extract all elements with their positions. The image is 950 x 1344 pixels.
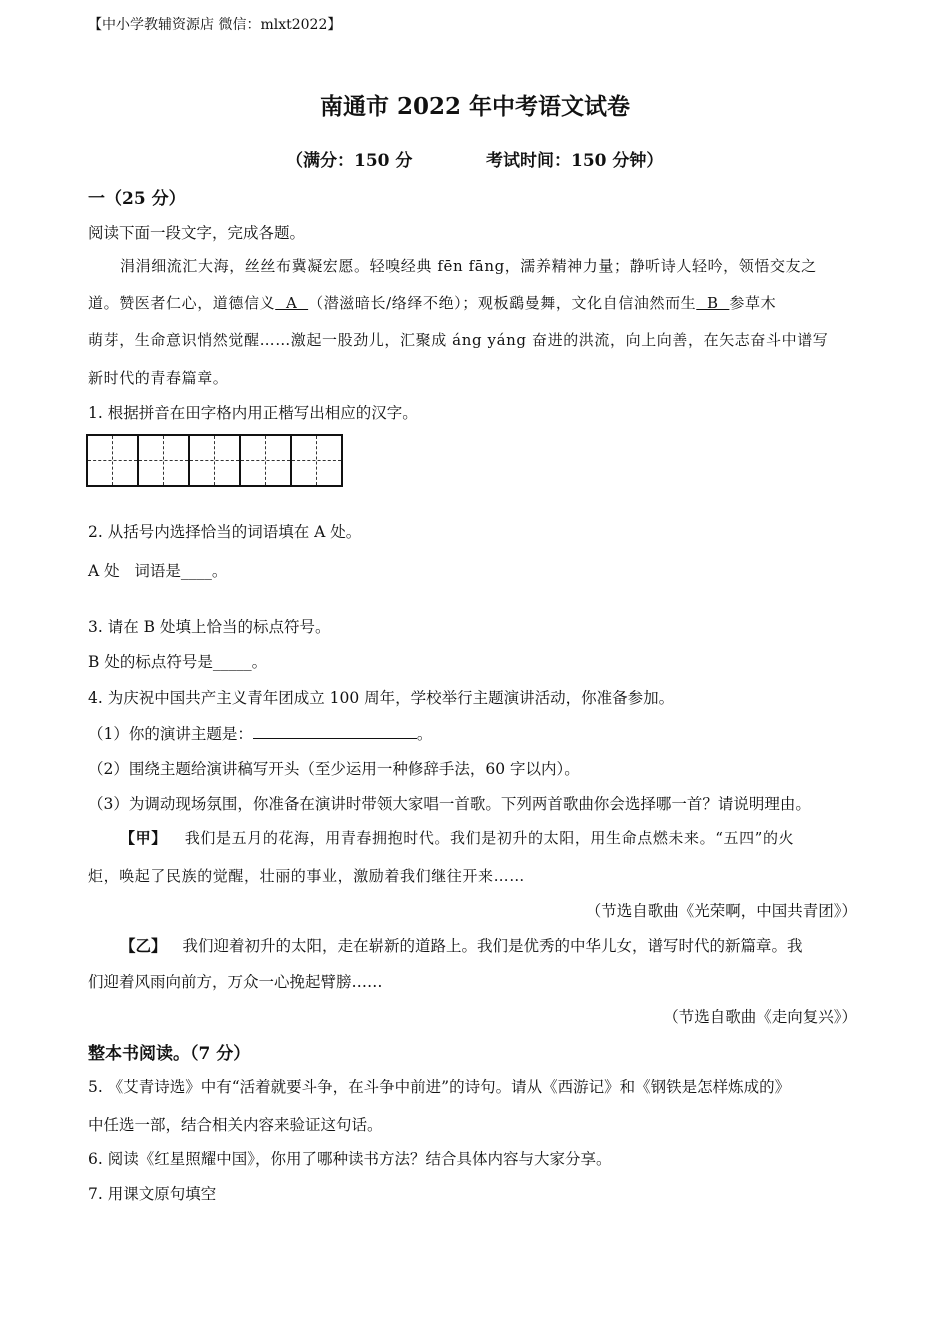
song-a-label: 【甲】 xyxy=(120,829,167,847)
section-1-intro: 阅读下面一段文字，完成各题。 xyxy=(88,224,306,242)
question-1: 1. 根据拼音在田字格内用正楷写出相应的汉字。 xyxy=(88,404,418,422)
song-b-source: （节选自歌曲《走向复兴》） xyxy=(663,1008,857,1026)
section-1-heading: 一（25 分） xyxy=(88,189,186,209)
song-a-line-1 xyxy=(120,827,794,848)
tianzige-cell[interactable] xyxy=(88,436,139,485)
question-4-2: （2）围绕主题给演讲稿写开头（至少运用一种修辞手法，60 字以内）。 xyxy=(88,760,580,778)
section-2-heading: 整本书阅读。（7 分） xyxy=(88,1044,251,1064)
blank-b: B xyxy=(696,294,730,312)
song-a-text-1: 我们是五月的花海，用青春拥抱时代。我们是初升的太阳，用生命点燃未来。“五四”的火 xyxy=(184,829,795,847)
question-2-answer: A 处 词语是____。 xyxy=(88,562,228,580)
question-4: 4. 为庆祝中国共产主义青年团成立 100 周年，学校举行主题演讲活动，你准备参加。 xyxy=(88,689,675,707)
blank-a: A xyxy=(275,294,309,312)
tianzige-cell[interactable] xyxy=(292,436,341,485)
question-4-3: （3）为调动现场氛围，你准备在演讲时带领大家唱一首歌。下列两首歌曲你会选择哪一首？请说明理由。 xyxy=(88,795,811,813)
question-5-line-1: 5. 《艾青诗选》中有“活着就要斗争，在斗争中前进”的诗句。请从《西游记》和《钢铁是怎样炼成的》 xyxy=(88,1078,791,1096)
passage-line-2-end: 参草木 xyxy=(729,294,777,312)
question-7: 7. 用课文原句填空 xyxy=(88,1185,217,1203)
song-b-line-2: 们迎着风雨向前方，万众一心挽起臂膀…… xyxy=(88,973,383,991)
header-note: 【中小学教辅资源店 微信：mlxt2022】 xyxy=(88,17,342,33)
theme-answer-blank[interactable] xyxy=(253,724,417,739)
question-6: 6. 阅读《红星照耀中国》，你用了哪种读书方法？结合具体内容与大家分享。 xyxy=(88,1150,612,1168)
song-b-text-1: 我们迎着初升的太阳，走在崭新的道路上。我们是优秀的中华儿女，谱写时代的新篇章。我 xyxy=(182,937,803,955)
question-2: 2. 从括号内选择恰当的词语填在 A 处。 xyxy=(88,523,362,541)
passage-line-2-options: （潜滋暗长/络绎不绝）；观板鷂曼舞，文化自信油然而生 xyxy=(308,294,697,312)
passage-line-2 xyxy=(88,292,776,313)
exam-time: 考试时间：150 分钟） xyxy=(486,151,664,171)
tianzige-cell[interactable] xyxy=(241,436,292,485)
song-a-source: （节选自歌曲《光荣啊，中国共青团》） xyxy=(585,902,857,920)
song-b-line-1 xyxy=(120,934,803,956)
exam-score: （满分：150 分 xyxy=(286,151,413,171)
question-4-1 xyxy=(88,722,432,744)
song-b-label: 【乙】 xyxy=(120,936,167,955)
passage-line-4: 新时代的青春篇章。 xyxy=(88,369,229,387)
tianzige-cell[interactable] xyxy=(139,436,190,485)
passage-line-3: 萌芽，生命意识悄然觉醒……激起一股劲儿，汇聚成 áng yáng 奋进的洪流，向上向善，在矢志奋斗中谱写 xyxy=(88,331,829,349)
passage-line-2-text: 道。赞医者仁心，道德信义 xyxy=(88,294,276,312)
question-4-1-end: 。 xyxy=(416,725,433,743)
tianzige-cell[interactable] xyxy=(190,436,241,485)
question-4-1-text: （1）你的演讲主题是： xyxy=(88,725,253,743)
question-5-line-2: 中任选一部，结合相关内容来验证这句话。 xyxy=(88,1116,383,1134)
exam-title: 南通市 2022 年中考语文试卷 xyxy=(319,93,631,120)
passage-line-1: 涓涓细流汇大海，丝丝布冀凝宏愿。轻嗅经典 fēn fāng，濡养精神力量；静听诗人轻吟，领悟交友之 xyxy=(120,257,817,275)
question-3-answer: B 处的标点符号是_____。 xyxy=(88,653,268,671)
question-3: 3. 请在 B 处填上恰当的标点符号。 xyxy=(88,618,331,636)
tianzige-grid[interactable] xyxy=(86,434,343,487)
song-a-line-2: 炬，唤起了民族的觉醒，壮丽的事业，激励着我们继往开来…… xyxy=(88,867,525,885)
